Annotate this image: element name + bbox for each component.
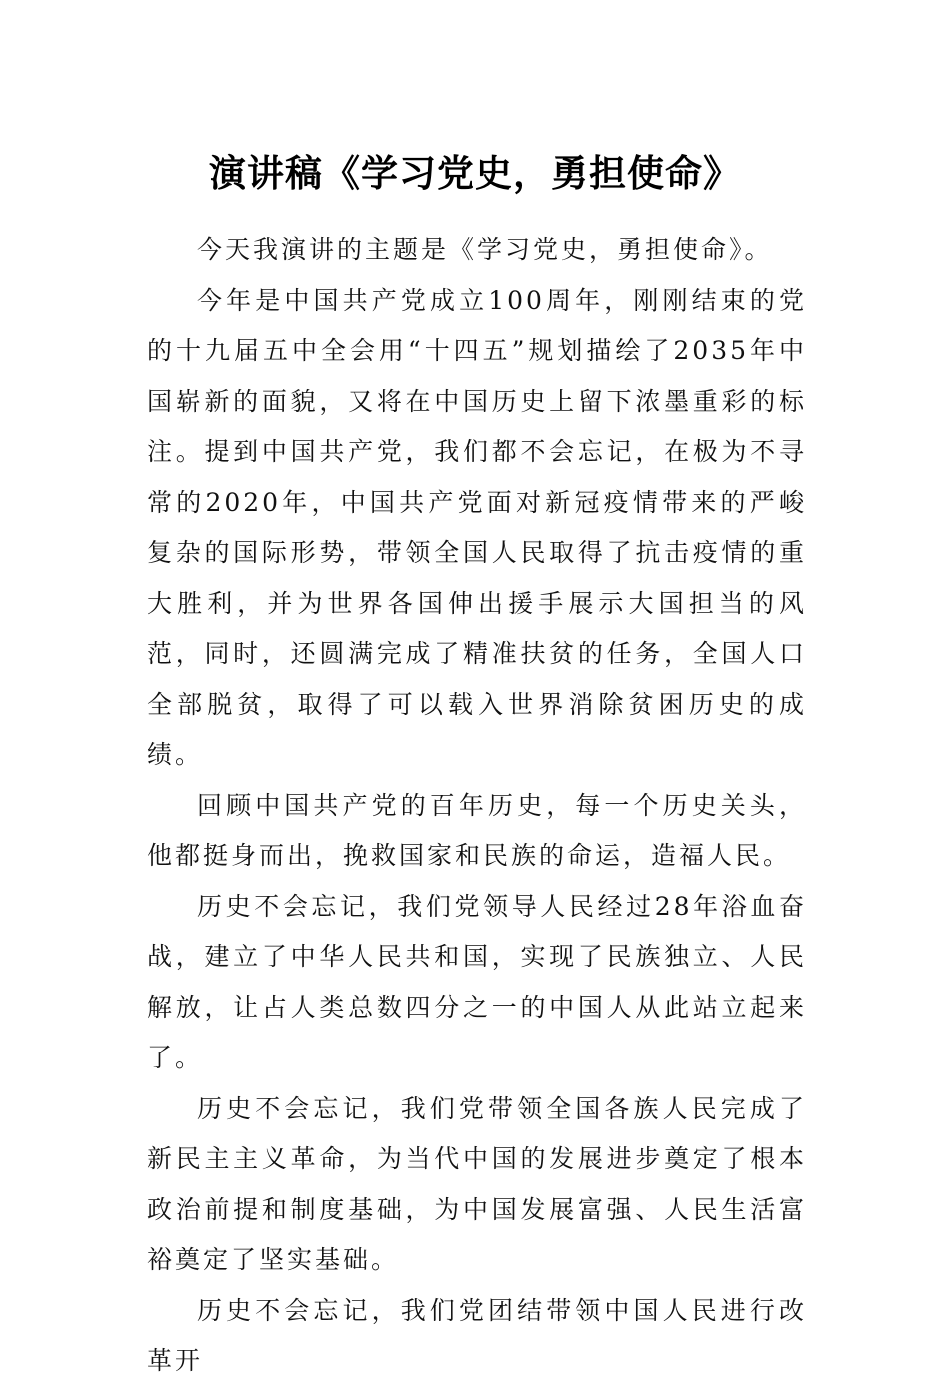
paragraph: 历史不会忘记，我们党带领全国各族人民完成了新民主主义革命，为当代中国的发展进步奠定了根本政治前提和制度基础，为中国发展富强、人民生活富裕奠定了坚实基础。: [147, 1093, 807, 1274]
paragraph: 历史不会忘记，我们党团结带领中国人民进行改革开: [147, 1295, 807, 1375]
paragraph: 历史不会忘记，我们党领导人民经过28年浴血奋战，建立了中华人民共和国，实现了民族独立、人民解放，让占人类总数四分之一的中国人从此站立起来了。: [147, 891, 807, 1072]
document-title: 演讲稿《学习党史，勇担使命》: [209, 151, 741, 195]
paragraph: 今年是中国共产党成立100周年，刚刚结束的党的十九届五中全会用“十四五”规划描绘了2035年中国崭新的面貌，又将在中国历史上留下浓墨重彩的标注。提到中国共产党，我们都不会忘记，在极为不寻常的2020年，中国共产党面对新冠疫情带来的严峻复杂的国际形势，带领全国人民取得了抗击疫情的重大胜利，并为世界各国伸出援手展示大国担当的风范，同时，还圆满完成了精准扶贫的任务，全国人口全部脱贫，取得了可以载入世界消除贫困历史的成绩。: [147, 285, 807, 769]
paragraph: 今天我演讲的主题是《学习党史，勇担使命》。: [197, 235, 773, 264]
document-body: [147, 225, 807, 1387]
paragraph: 回顾中国共产党的百年历史，每一个历史关头，他都挺身而出，挽救国家和民族的命运，造福人民。: [147, 790, 807, 870]
